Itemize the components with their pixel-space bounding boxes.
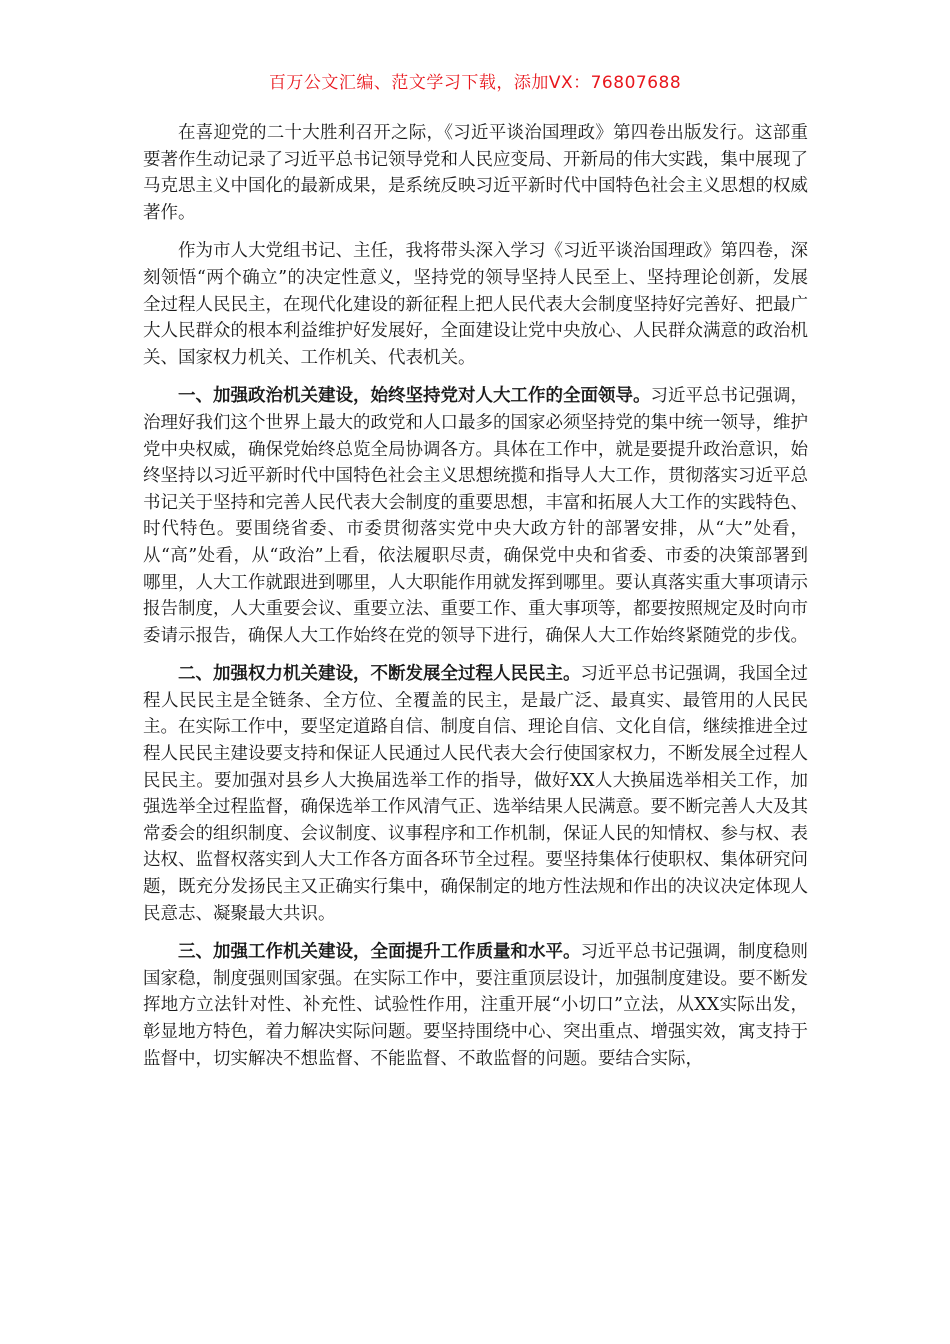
paragraph-commitment: [143, 238, 808, 371]
paragraph-text: 在喜迎党的二十大胜利召开之际，《习近平谈治国理政》第四卷出版发行。这部重要著作生动记录了习近平总书记领导党和人民应变局、开新局的伟大实践，集中展现了马克思主义中国化的最新成果，是系统反映习近平新时代中国特色社会主义思想的权威著作。: [143, 123, 808, 223]
paragraph-section-two: [143, 661, 808, 927]
document-body: [143, 120, 808, 1084]
paragraph-text: 作为市人大党组书记、主任，我将带头深入学习《习近平谈治国理政》第四卷，深刻领悟“两个确立”的决定性意义，坚持党的领导坚持人民至上、坚持理论创新，发展全过程人民民主，在现代化建设的新征程上把人民代表大会制度坚持好完善好、把最广大人民群众的根本利益维护好发展好，全面建设让党中央放心、人民群众满意的政治机关、国家权力机关、工作机关、代表机关。: [143, 241, 808, 368]
paragraph-text: 习近平总书记强调，我国全过程人民民主是全链条、全方位、全覆盖的民主，是最广泛、最真实、最管用的人民民主。在实际工作中，要坚定道路自信、制度自信、理论自信、文化自信，继续推进全过程人民民主建设要支持和保证人民通过人民代表大会行使国家权力，不断发展全过程人民民主。要加强对县乡人大换届选举工作的指导，做好XX人大换届选举相关工作，加强选举全过程监督，确保选举工作风清气正、选举结果人民满意。要不断完善人大及其常委会的组织制度、会议制度、议事程序和工作机制，保证人民的知情权、参与权、表达权、监督权落实到人大工作各方面各环节全过程。要坚持集体行使职权、集体研究问题，既充分发扬民主又正确实行集中，确保制定的地方性法规和作出的决议决定体现人民意志、凝聚最大共识。: [143, 664, 808, 924]
paragraph-section-one: [143, 383, 808, 649]
section-heading: 二、加强权力机关建设，不断发展全过程人民民主。: [178, 664, 581, 685]
paragraph-intro: [143, 120, 808, 226]
paragraph-text: 习近平总书记强调，制度稳则国家稳，制度强则国家强。在实际工作中，要注重顶层设计，加强制度建设。要不断发挥地方立法针对性、补充性、试验性作用，注重开展“小切口”立法，从XX实际出发，彰显地方特色，着力解决实际问题。要坚持围绕中心、突出重点、增强实效，寓支持于监督中，切实解决不想监督、不能监督、不敢监督的问题。要结合实际，: [143, 942, 808, 1069]
paragraph-text: 习近平总书记强调，治理好我们这个世界上最大的政党和人口最多的国家必须坚持党的集中统一领导，维护党中央权威，确保党始终总览全局协调各方。具体在工作中，就是要提升政治意识，始终坚持以习近平新时代中国特色社会主义思想统揽和指导人大工作，贯彻落实习近平总书记关于坚持和完善人民代表大会制度的重要思想，丰富和拓展人大工作的实践特色、时代特色。要围绕省委、市委贯彻落实党中央大政方针的部署安排，从“大”处看，从“高”处看，从“政治”上看，依法履职尽责，确保党中央和省委、市委的决策部署到哪里，人大工作就跟进到哪里，人大职能作用就发挥到哪里。要认真落实重大事项请示报告制度，人大重要会议、重要立法、重要工作、重大事项等，都要按照规定及时向市委请示报告，确保人大工作始终在党的领导下进行，确保人大工作始终紧随党的步伐。: [143, 386, 808, 646]
section-heading: 三、加强工作机关建设，全面提升工作质量和水平。: [178, 942, 581, 963]
section-heading: 一、加强政治机关建设，始终坚持党对人大工作的全面领导。: [178, 386, 651, 407]
paragraph-section-three: [143, 939, 808, 1072]
header-watermark: 百万公文汇编、范文学习下载，添加VX：76807688: [268, 73, 682, 93]
